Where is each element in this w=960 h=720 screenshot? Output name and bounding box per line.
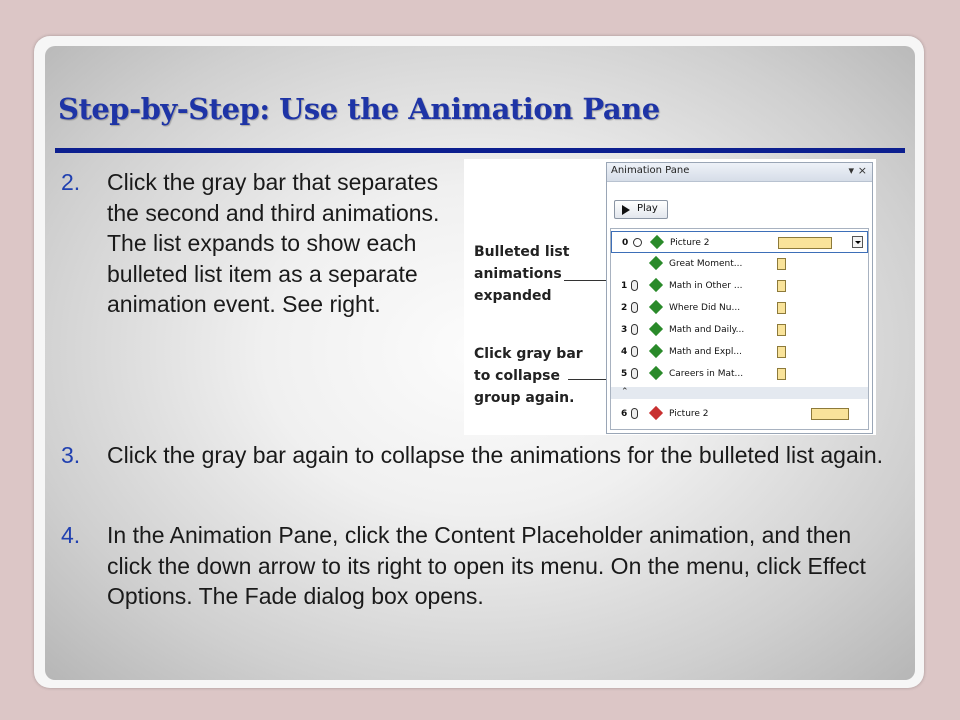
entrance-effect-icon	[650, 235, 664, 249]
step-3-text: Click the gray bar again to collapse the animations for the bulleted list again.	[107, 442, 884, 468]
entrance-effect-icon	[649, 300, 663, 314]
row-number: 0	[622, 238, 629, 248]
mouse-click-icon	[631, 302, 638, 313]
step-2	[61, 167, 452, 320]
step-3	[61, 440, 897, 471]
collapse-chevron-icon: ⌃	[621, 387, 629, 397]
step-2-text: Click the gray bar that separates the second and third animations. The list expands to show each bulleted list item as a separate animation event. See right.	[107, 169, 440, 317]
mouse-click-icon	[631, 280, 638, 291]
mouse-click-icon	[631, 324, 638, 335]
row-label: Where Did Nu...	[669, 303, 741, 313]
timing-bar[interactable]	[777, 346, 786, 358]
title-underline	[55, 148, 905, 153]
step-4-text: In the Animation Pane, click the Content Placeholder animation, and then click the down arrow to its right to open its menu. On the menu, click Effect Options. The Fade dialog box opens.	[107, 522, 866, 609]
row-label: Picture 2	[670, 238, 710, 248]
play-button[interactable]	[614, 200, 668, 219]
pane-title: Animation Pane	[611, 165, 690, 176]
callout-expanded: Bulleted list animations expanded	[474, 244, 570, 304]
clock-icon	[633, 238, 642, 247]
row-number: 3	[621, 325, 628, 335]
animation-row[interactable]	[611, 297, 868, 319]
animation-row[interactable]	[611, 403, 868, 425]
animation-row-picture-2-header[interactable]	[611, 231, 868, 253]
animation-pane	[606, 162, 873, 434]
timing-bar[interactable]	[777, 368, 786, 380]
animation-pane-figure	[464, 159, 876, 435]
play-label: Play	[637, 203, 658, 214]
row-label: Picture 2	[669, 409, 709, 419]
timing-bar[interactable]	[811, 408, 849, 420]
entrance-effect-icon	[649, 256, 663, 270]
row-label: Math in Other ...	[669, 281, 743, 291]
callout-collapse: Click gray bar to collapse group again.	[474, 346, 583, 406]
row-label: Math and Daily...	[669, 325, 745, 335]
animation-row[interactable]	[611, 253, 868, 275]
pane-close-icon[interactable]: ×	[857, 164, 867, 177]
row-number: 1	[621, 281, 628, 291]
animation-row[interactable]	[611, 341, 868, 363]
timing-bar[interactable]	[777, 280, 786, 292]
entrance-effect-icon	[649, 366, 663, 380]
animation-list	[610, 228, 869, 430]
step-3-number: 3.	[61, 442, 81, 468]
play-icon	[622, 205, 630, 215]
timing-bar[interactable]	[777, 324, 786, 336]
pane-menu-icon[interactable]: ▾	[848, 164, 854, 177]
mouse-click-icon	[631, 346, 638, 357]
row-number: 2	[621, 303, 628, 313]
mouse-click-icon	[631, 408, 638, 419]
row-label: Great Moment...	[669, 259, 743, 269]
animation-row[interactable]	[611, 275, 868, 297]
row-number: 4	[621, 347, 628, 357]
row-label: Math and Expl...	[669, 347, 742, 357]
collapse-gray-bar[interactable]	[611, 387, 868, 399]
row-dropdown-button[interactable]	[852, 236, 863, 248]
pane-header	[607, 163, 872, 182]
row-label: Careers in Mat...	[669, 369, 744, 379]
row-number: 6	[621, 409, 628, 419]
mouse-click-icon	[631, 368, 638, 379]
entrance-effect-icon	[649, 344, 663, 358]
step-2-number: 2.	[61, 169, 81, 195]
timing-bar[interactable]	[777, 258, 786, 270]
animation-row[interactable]	[611, 319, 868, 341]
exit-effect-icon	[649, 406, 663, 420]
entrance-effect-icon	[649, 322, 663, 336]
timing-bar[interactable]	[777, 302, 786, 314]
entrance-effect-icon	[649, 278, 663, 292]
animation-row[interactable]	[611, 363, 868, 385]
slide-title: Step-by-Step: Use the Animation Pane	[58, 92, 660, 126]
row-number: 5	[621, 369, 628, 379]
step-4	[61, 520, 897, 612]
timing-bar[interactable]	[778, 237, 832, 249]
step-4-number: 4.	[61, 522, 81, 548]
